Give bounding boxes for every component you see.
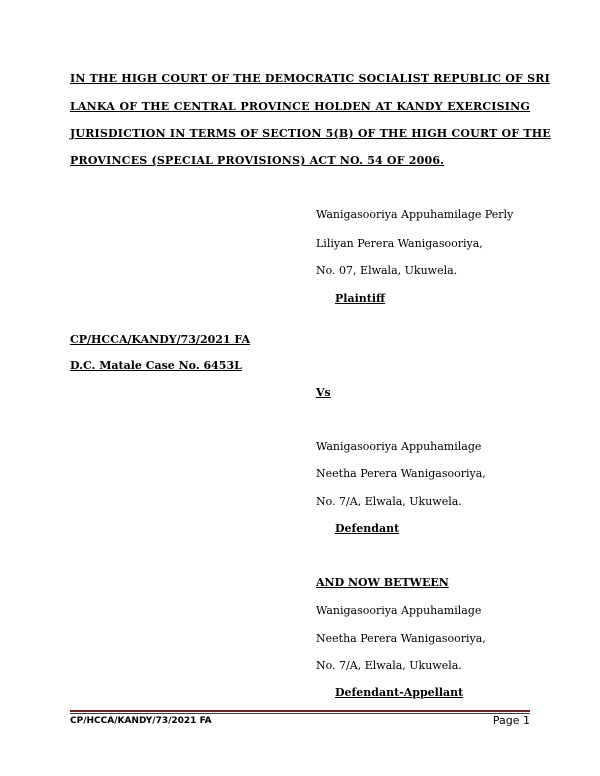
- footer-page-number: Page 1: [492, 714, 530, 727]
- defendant-role: Defendant: [335, 522, 400, 535]
- and-now-between-heading: AND NOW BETWEEN: [316, 576, 449, 589]
- case-number: CP/HCCA/KANDY/73/2021 FA: [70, 333, 251, 346]
- court-heading-line-1: IN THE HIGH COURT OF THE DEMOCRATIC SOCIALIST REPUBLIC OF SRI: [70, 72, 550, 85]
- footer-divider: [70, 710, 530, 712]
- dc-case-number: D.C. Matale Case No. 6453L: [70, 359, 242, 372]
- defendant-name-line-1: Wanigasooriya Appuhamilage: [316, 440, 482, 453]
- defendant-name-line-2: Neetha Perera Wanigasooriya,: [316, 467, 486, 480]
- appellant-name-line-1: Wanigasooriya Appuhamilage: [316, 604, 482, 617]
- plaintiff-role: Plaintiff: [335, 292, 386, 305]
- appellant-address: No. 7/A, Elwala, Ukuwela.: [316, 659, 462, 672]
- plaintiff-name-line-2: Liliyan Perera Wanigasooriya,: [316, 237, 483, 250]
- court-heading-line-3: JURISDICTION IN TERMS OF SECTION 5(B) OF THE HIGH COURT OF THE: [70, 127, 551, 140]
- plaintiff-address: No. 07, Elwala, Ukuwela.: [316, 264, 458, 277]
- footer-case-reference: CP/HCCA/KANDY/73/2021 FA: [70, 716, 212, 726]
- plaintiff-name-line-1: Wanigasooriya Appuhamilage Perly: [316, 208, 514, 221]
- court-heading-line-2: LANKA OF THE CENTRAL PROVINCE HOLDEN AT KANDY EXERCISING: [70, 100, 530, 113]
- defendant-address: No. 7/A, Elwala, Ukuwela.: [316, 495, 462, 508]
- appellant-name-line-2: Neetha Perera Wanigasooriya,: [316, 632, 486, 645]
- footer-divider-thin: [70, 713, 530, 714]
- versus-label: Vs: [316, 386, 331, 399]
- appellant-role: Defendant-Appellant: [335, 686, 464, 699]
- court-heading-line-4: PROVINCES (SPECIAL PROVISIONS) ACT NO. 54 OF 2006.: [70, 154, 445, 167]
